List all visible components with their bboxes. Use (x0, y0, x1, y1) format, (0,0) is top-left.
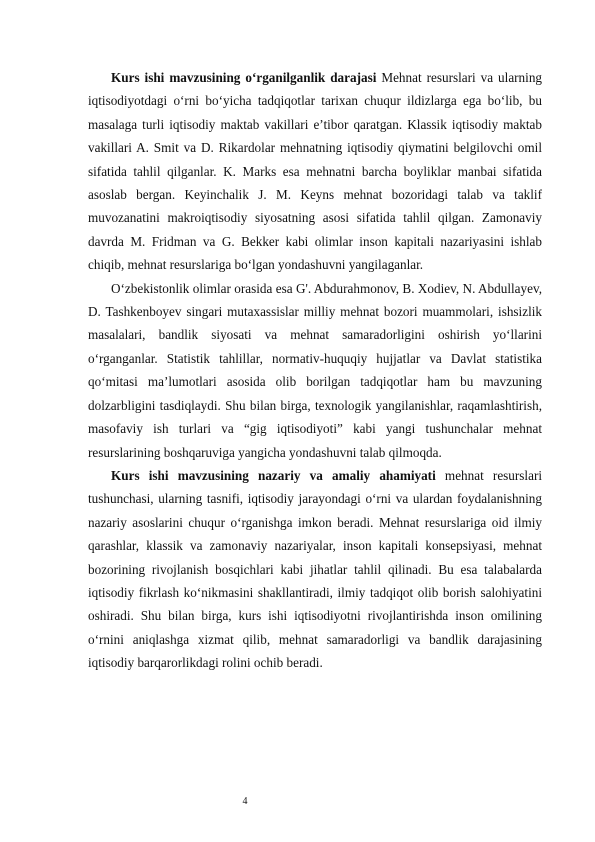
paragraph-text: O‘zbekistonlik olimlar orasida esa G'. Abdurahmonov, B. Xodiev, N. Abdullayev, D. Tashkenboyev singari mutaxassislar milliy mehnat bozori muammolari, ishsizlik masalalari, bandlik siyosati va mehnat samaradorligini oshirish yo‘llarini o‘rganganlar. Statistik tahlillar, normativ-huquqiy hujjatlar va Davlat statistika qo‘mitasi ma’lumotlari asosida olib borilgan tadqiqotlar ham bu mavzuning dolzarbligini tasdiqlaydi. Shu bilan birga, texnologik yangilanishlar, raqamlashtirish, masofaviy ish turlari va “gig iqtisodiyoti” kabi yangi tushunchalar mehnat resurslarining boshqaruviga yangicha yondashuvni talab qilmoqda. (88, 280, 542, 460)
paragraph-text: Mehnat resurslari va ularning iqtisodiyotdagi o‘rni bo‘yicha tadqiqotlar tarixan chuqur ildizlarga ega bo‘lib, bu masalaga turli iqtisodiy maktab vakillari e’tibor qaratgan. Klassik iqtisodiy maktab vakillari A. Smit va D. Rikardolar mehnatning iqtisodiy qiymatini belgilovchi omil sifatida tahlil qilganlar. K. Marks esa mehnatni barcha boyliklar manbai sifatida asoslab bergan. Keyinchalik J. M. Keyns mehnat bozoridagi talab va taklif muvozanatini makroiqtisodiy siyosatning asosi sifatida tahlil qilgan. Zamonaviy davrda M. Fridman va G. Bekker kabi olimlar inson kapitali nazariyasini ishlab chiqib, mehnat resurslariga bo‘lgan yondashuvni yangilaganlar. (88, 70, 543, 273)
page-number: 4 (242, 796, 248, 807)
paragraph-significance (88, 464, 542, 675)
paragraph-heading: Kurs ishi mavzusining nazariy va amaliy ahamiyati (111, 467, 436, 483)
document-page (88, 66, 542, 675)
paragraph-text: mehnat resurslari tushunchasi, ularning tasnifi, iqtisodiy jarayondagi o‘rni va ulardan foydalanishning nazariy asoslarini chuqur o‘rganishga imkon beradi. Mehnat resurslariga oid ilmiy qarashlar, klassik va zamonaviy nazariyalar, inson kapitali konsepsiyasi, mehnat bozorining rivojlanish bosqichlari kabi jihatlar tahlil qilinadi. Bu esa talabalarda iqtisodiy fikrlash ko‘nikmasini shakllantiradi, ilmiy tadqiqot olib borish salohiyatini oshiradi. Shu bilan birga, kurs ishi iqtisodiyotni rivojlantirishda inson omilining o‘rnini aniqlashga xizmat qilib, mehnat samaradorligi va bandlik darajasining iqtisodiy barqarorlikdagi rolini ochib beradi. (88, 467, 542, 671)
paragraph-study-level (88, 66, 542, 277)
paragraph-uzbek-scholars (88, 277, 542, 464)
paragraph-heading: Kurs ishi mavzusining o‘rganilganlik darajasi (111, 70, 377, 85)
